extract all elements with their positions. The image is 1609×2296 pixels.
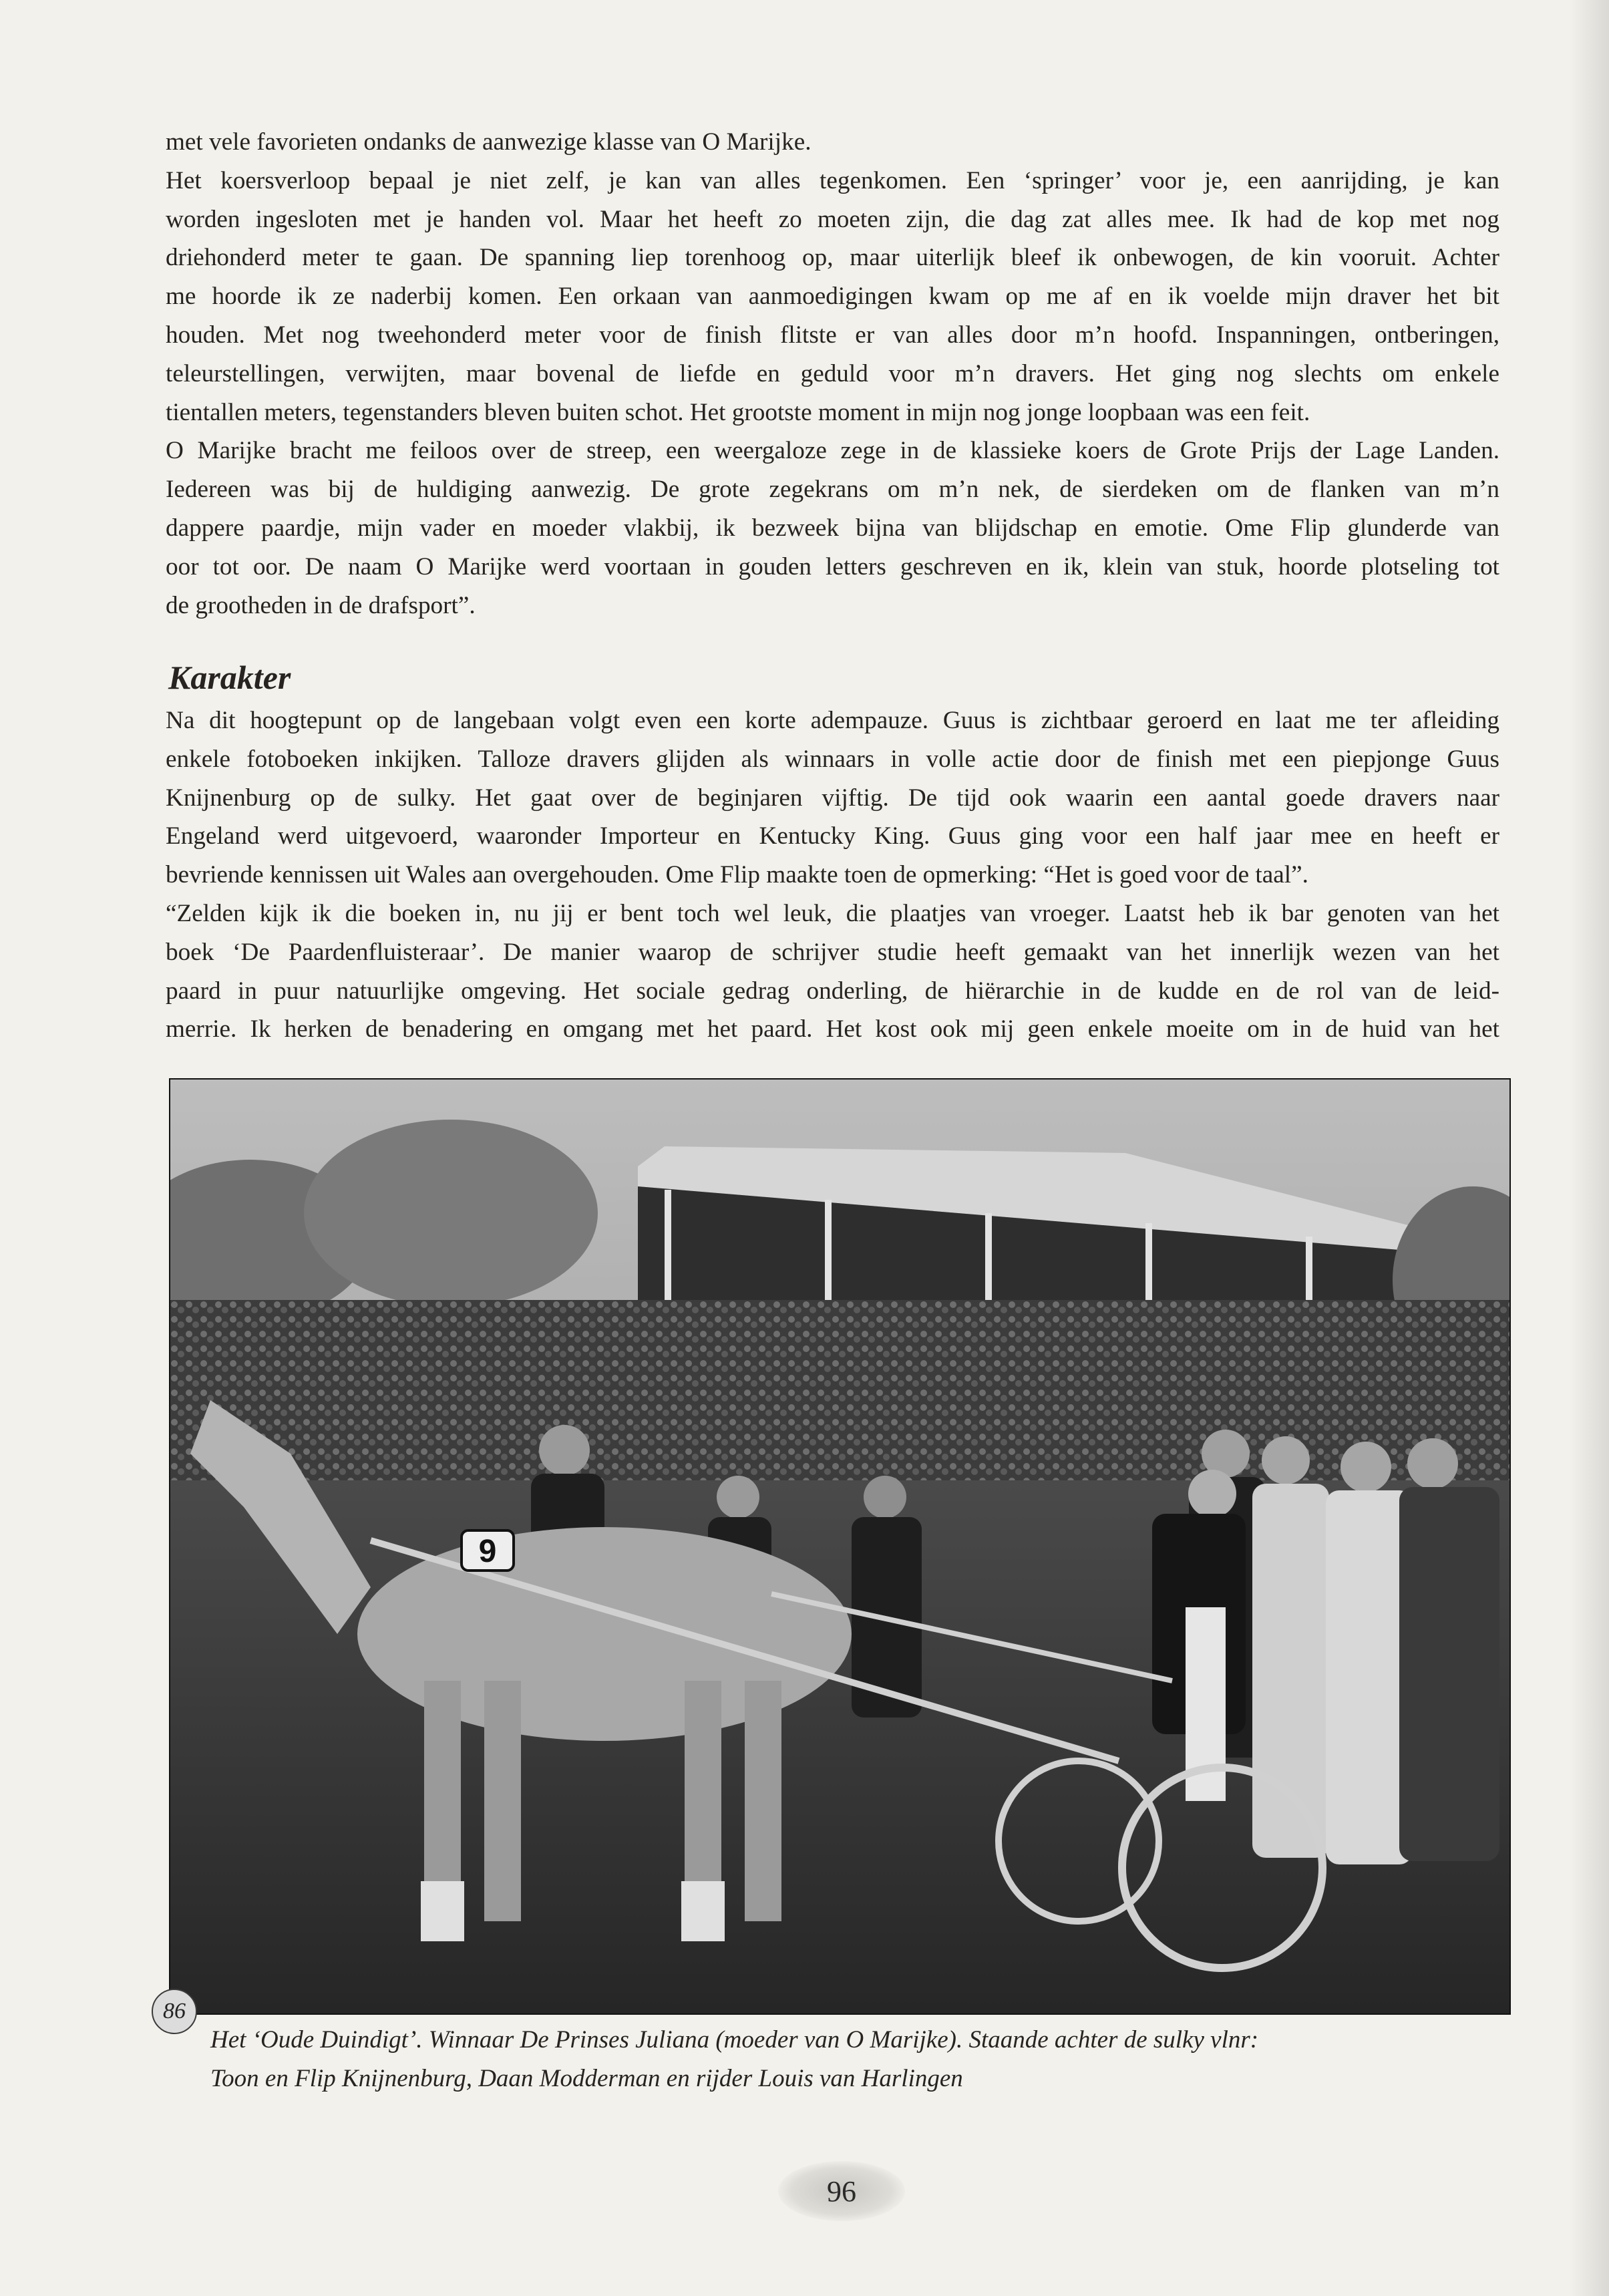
text-line: paard in puur natuurlijke omgeving. Het sociale gedrag onderling, de hiërarchie in de kudde en de rol van de leid-: [166, 977, 1499, 1005]
text-line: Knijnenburg op de sulky. Het gaat over de beginjaren vijftig. De tijd ook waarin een aantal goede dravers naar: [166, 784, 1499, 812]
text-line: tientallen meters, tegenstanders bleven buiten schot. Het grootste moment in mijn nog jonge loopbaan was een feit.: [166, 398, 1310, 426]
text-line: teleurstellingen, verwijten, maar bovenal de liefde en geduld voor m’n dravers. Het ging nog slechts om enkele: [166, 359, 1499, 387]
page-number-blob: [778, 2161, 905, 2221]
sulky-number-plate: [462, 1530, 514, 1571]
text-line: “Zelden kijk ik die boeken in, nu jij er bent toch wel leuk, die plaatjes van vroeger. Laatst heb ik bar genoten van het: [166, 899, 1499, 927]
page-edge-shadow: [1569, 0, 1609, 2296]
sulky-number: 9: [478, 1534, 497, 1569]
text-line: bevriende kennissen uit Wales aan overgehouden. Ome Flip maakte toen de opmerking: “Het is goed voor de taal”.: [166, 861, 1308, 889]
body-paragraph-2: [166, 701, 1499, 1049]
text-line: Het koersverloop bepaal je niet zelf, je kan van alles tegenkomen. Een ‘springer’ voor je, een aanrijding, je kan: [166, 166, 1499, 194]
photo-caption: [210, 2021, 1479, 2098]
text-line: Na dit hoogtepunt op de langebaan volgt even een korte adempauze. Guus is zichtbaar geroerd en laat me ter afleiding: [166, 707, 1499, 734]
photo-number-badge: 86: [152, 1989, 197, 2034]
text-line: oor tot oor. De naam O Marijke werd voortaan in gouden letters geschreven en ik, klein van stuk, hoorde plotseling tot: [166, 552, 1499, 581]
historic-photo: [169, 1078, 1511, 2015]
text-line: driehonderd meter te gaan. De spanning liep torenhoog op, maar uiterlijk bleef ik onbewogen, de kin vooruit. Achter: [166, 244, 1499, 272]
section-heading: Karakter: [168, 659, 291, 696]
text-line: O Marijke bracht me feiloos over de streep, een weergaloze zege in de klassieke koers de Grote Prijs der Lage Landen.: [166, 437, 1499, 465]
photo-illustration: [170, 1080, 1509, 2013]
text-line: houden. Met nog tweehonderd meter voor de finish flitste er van alles door m’n hoofd. Inspanningen, ontberingen,: [166, 321, 1499, 349]
crowd: [170, 1300, 1509, 1500]
text-line: worden ingesloten met je handen vol. Maar het heeft zo moeten zijn, die dag zat alles mee. Ik had de kop met nog: [166, 205, 1499, 233]
page-number: 96: [827, 2174, 856, 2208]
text-line: Iedereen was bij de huldiging aanwezig. De grote zegekrans om m’n nek, de sierdeken om de flanken van m’n: [166, 476, 1499, 504]
text-line: met vele favorieten ondanks de aanwezige klasse van O Marijke.: [166, 128, 812, 156]
caption-line: Toon en Flip Knijnenburg, Daan Modderman en rijder Louis van Harlingen: [210, 2064, 963, 2092]
text-line: dappere paardje, mijn vader en moeder vlakbij, ik bezweek bijna van blijdschap en emotie. Ome Flip glunderde van: [166, 514, 1499, 542]
text-line: boek ‘De Paardenfluisteraar’. De manier waarop de schrijver studie heeft gemaakt van het innerlijk wezen van het: [166, 938, 1499, 966]
text-line: enkele fotoboeken inkijken. Talloze dravers glijden als winnaars in volle actie door de finish met een piepjonge Guus: [166, 745, 1499, 773]
text-line: merrie. Ik herken de benadering en omgang met het paard. Het kost ook mij geen enkele moeite om in de huid van het: [166, 1015, 1499, 1043]
text-line: me hoorde ik ze naderbij komen. Een orkaan van aanmoedigingen kwam op me af en ik voelde mijn draver het bit: [166, 283, 1499, 311]
text-line: Engeland werd uitgevoerd, waaronder Importeur en Kentucky King. Guus ging voor een half jaar mee en heeft er: [166, 822, 1499, 850]
text-line: de grootheden in de drafsport”.: [166, 591, 476, 619]
body-paragraph-1: [166, 123, 1499, 625]
caption-line: Het ‘Oude Duindigt’. Winnaar De Prinses Juliana (moeder van O Marijke). Staande achter de sulky vlnr:: [210, 2026, 1259, 2054]
